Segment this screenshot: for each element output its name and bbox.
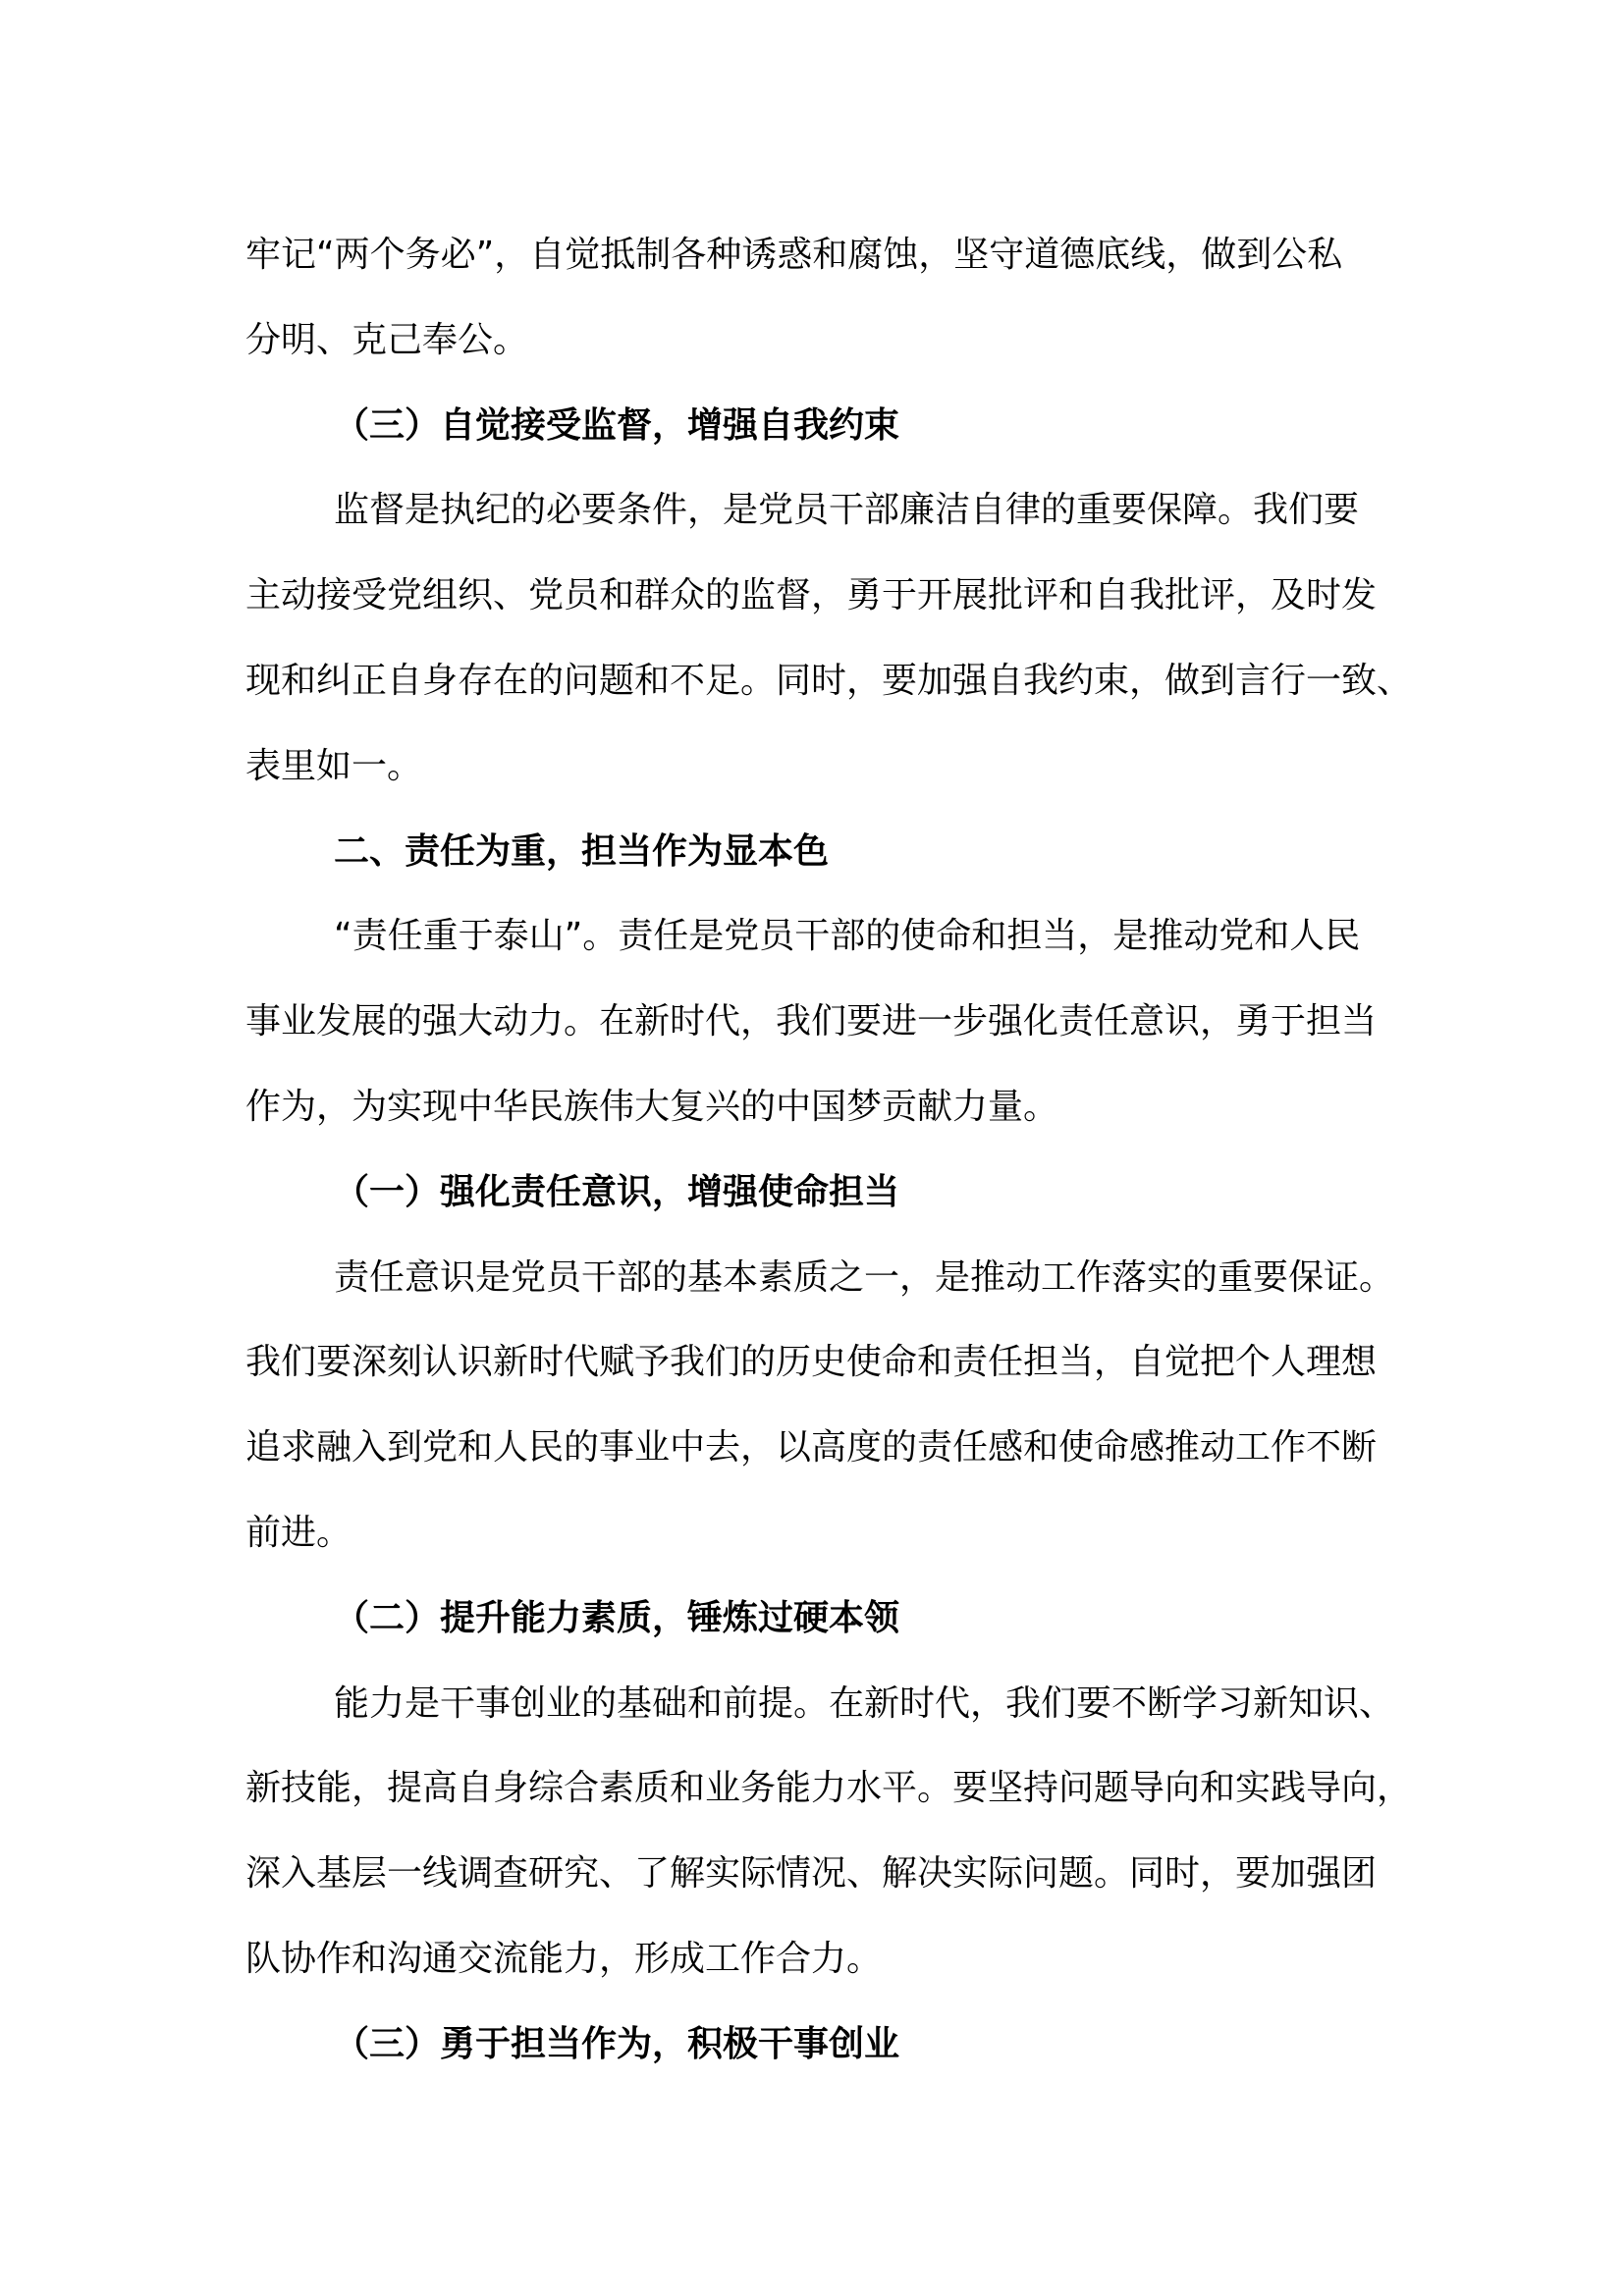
text-line: 队协作和沟通交流能力，形成工作合力。 <box>245 1938 883 1979</box>
text-line: 能力是干事创业的基础和前提。在新时代，我们要不断学习新知识、 <box>334 1682 1395 1724</box>
text-line: 监督是执纪的必要条件，是党员干部廉洁自律的重要保障。我们要 <box>334 490 1360 531</box>
paragraph-capability <box>245 1662 1413 2002</box>
text-line: 责任意识是党员干部的基本素质之一，是推动工作落实的重要保证。 <box>334 1256 1395 1298</box>
text-line: 现和纠正自身存在的问题和不足。同时，要加强自我约束，做到言行一致、 <box>245 660 1413 701</box>
text-line: 作为，为实现中华民族伟大复兴的中国梦贡献力量。 <box>245 1086 1059 1127</box>
subheading-capability: （二）提升能力素质，锤炼过硬本领 <box>334 1597 900 1638</box>
text-line: 分明、克己奉公。 <box>245 319 529 360</box>
text-line: 主动接受党组织、党员和群众的监督，勇于开展批评和自我批评，及时发 <box>245 575 1378 616</box>
text-line: 深入基层一线调查研究、了解实际情况、解决实际问题。同时，要加强团 <box>245 1853 1378 1895</box>
subheading-supervision: （三）自觉接受监督，增强自我约束 <box>334 404 900 446</box>
text-line: 前进。 <box>245 1512 352 1553</box>
subheading-responsibility-awareness: （一）强化责任意识，增强使命担当 <box>334 1171 900 1212</box>
subheading-take-action: （三）勇于担当作为，积极干事创业 <box>334 2023 900 2064</box>
paragraph-responsibility-awareness <box>245 1236 1394 1576</box>
paragraph-responsibility-intro <box>245 894 1394 1149</box>
text-line: 表里如一。 <box>245 745 423 786</box>
section-heading-responsibility: 二、责任为重，担当作为显本色 <box>334 830 830 872</box>
text-line: “责任重于泰山”。责任是党员干部的使命和担当，是推动党和人民 <box>334 916 1361 957</box>
text-line: 我们要深刻认识新时代赋予我们的历史使命和责任担当，自觉把个人理想 <box>245 1342 1378 1383</box>
text-line: 事业发展的强大动力。在新时代，我们要进一步强化责任意识，勇于担当 <box>245 1001 1378 1042</box>
paragraph-supervision <box>245 468 1413 809</box>
document-body <box>245 213 1413 2088</box>
text-line: 追求融入到党和人民的事业中去，以高度的责任感和使命感推动工作不断 <box>245 1427 1378 1468</box>
paragraph-continuation <box>245 213 1394 384</box>
text-line: 牢记“两个务必”，自觉抵制各种诱惑和腐蚀，坚守道德底线，做到公私 <box>245 235 1343 275</box>
text-line: 新技能，提高自身综合素质和业务能力水平。要坚持问题导向和实践导向， <box>245 1768 1413 1809</box>
